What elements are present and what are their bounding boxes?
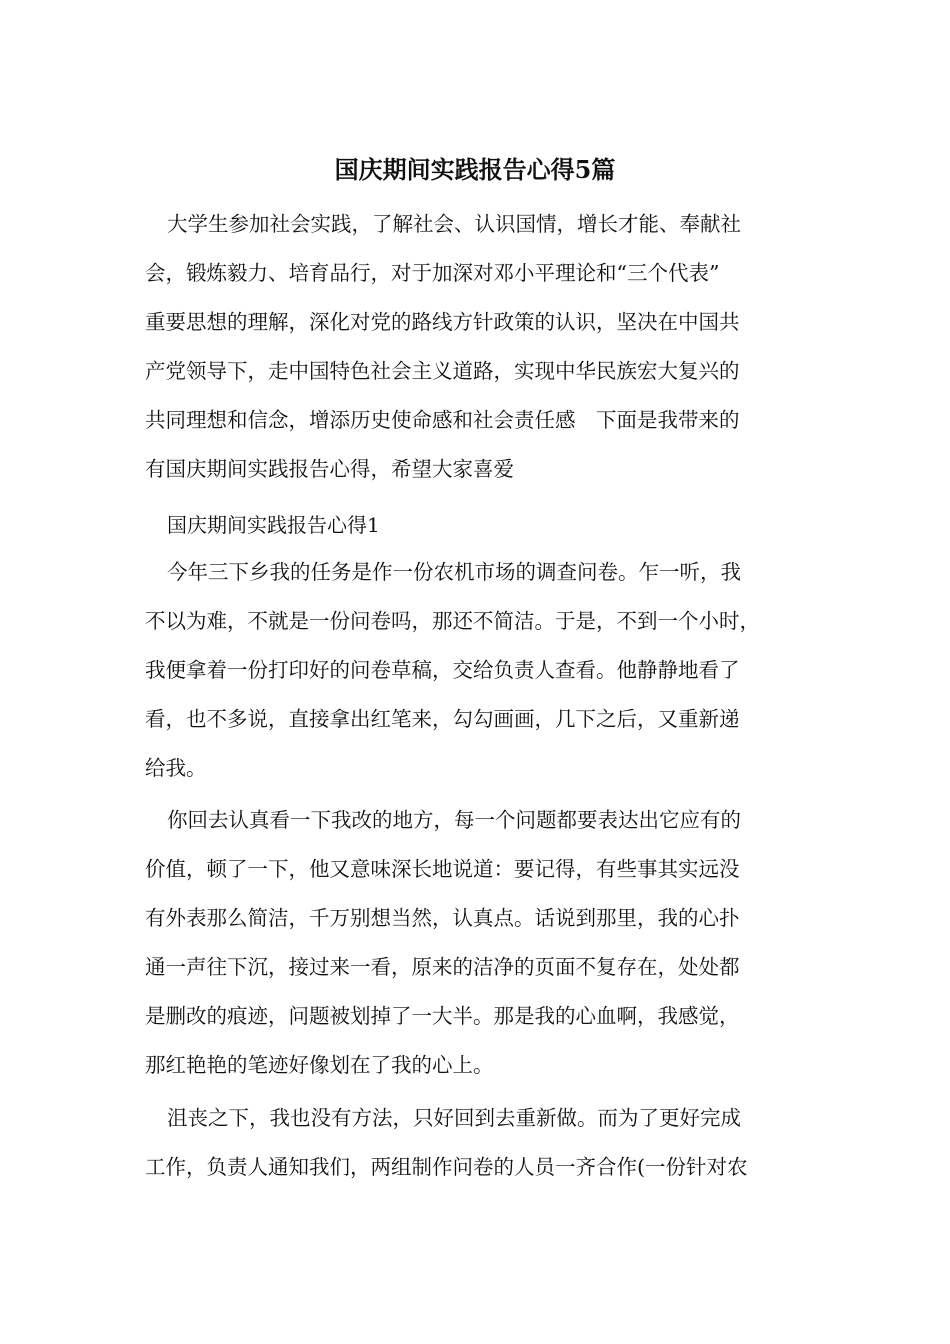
text-line: 给我。 [145, 756, 207, 780]
text-line: 你回去认真看一下我改的地方，每一个问题都要表达出它应有的 [167, 808, 741, 832]
document-title: 国庆期间实践报告心得5篇 [334, 155, 616, 184]
text-line: 是删改的痕迹，问题被划掉了一大半。那是我的心血啊，我感觉， [145, 1004, 740, 1028]
text-line: 看，也不多说，直接拿出红笔来，勾勾画画，几下之后，又重新递 [145, 707, 740, 731]
text-line: 有外表那么简洁，千万别想当然，认真点。话说到那里，我的心扑 [145, 906, 740, 930]
text-line: 不以为难，不就是一份问卷吗，那还不简洁。于是，不到一个小时， [145, 609, 760, 633]
text-line: 通一声往下沉，接过来一看，原来的洁净的页面不复存在，处处都 [145, 955, 740, 979]
text-line: 共同理想和信念，增添历史使命感和社会责任感 下面是我带来的 [145, 408, 740, 432]
text-line: 价值，顿了一下，他又意味深长地说道：要记得，有些事其实远没 [145, 857, 740, 881]
text-line: 重要思想的理解，深化对党的路线方针政策的认识，坚决在中国共 [145, 310, 740, 334]
paragraph-3 [145, 1094, 815, 1192]
paragraph-2 [145, 796, 815, 1090]
text-line: 沮丧之下，我也没有方法，只好回到去重新做。而为了更好完成 [167, 1106, 741, 1130]
text-line: 今年三下乡我的任务是作一份农机市场的调查问卷。乍一听，我 [167, 560, 741, 584]
paragraph-1 [145, 548, 815, 793]
section-heading: 国庆期间实践报告心得1 [167, 513, 380, 537]
text-line: 有国庆期间实践报告心得，希望大家喜爱 [145, 457, 514, 481]
intro-paragraph [145, 200, 815, 494]
text-line: 工作，负责人通知我们，两组制作问卷的人员一齐合作(一份针对农 [145, 1155, 748, 1179]
text-line: 那红艳艳的笔迹好像划在了我的心上。 [145, 1053, 494, 1077]
text-line: 会，锻炼毅力、培育品行，对于加深对邓小平理论和“三个代表” [145, 261, 720, 285]
text-line: 产党领导下，走中国特色社会主义道路，实现中华民族宏大复兴的 [145, 359, 740, 383]
text-line: 我便拿着一份打印好的问卷草稿，交给负责人查看。他静静地看了 [145, 658, 740, 682]
text-line: 大学生参加社会实践，了解社会、认识国情，增长才能、奉献社 [167, 212, 741, 236]
